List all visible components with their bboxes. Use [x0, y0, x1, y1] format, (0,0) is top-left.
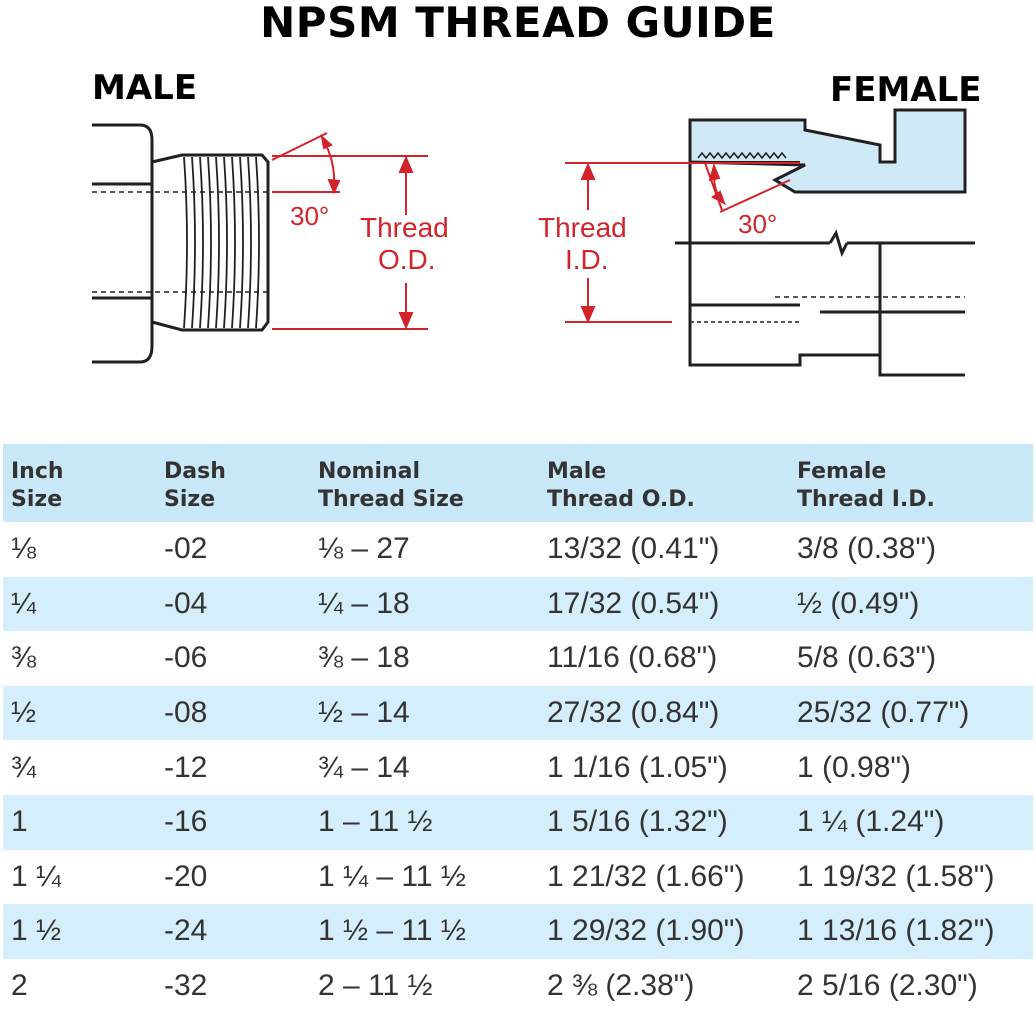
cell-inch-size: ⅜ [11, 641, 37, 675]
table-row [3, 904, 1033, 959]
header-nominal-thread-size: Nominal Thread Size [310, 444, 539, 522]
cell-inch-size: ½ [3, 686, 156, 741]
cell-male-thread-od: 27/32 (0.84") [539, 686, 789, 741]
table-row [3, 795, 1033, 850]
cell-dash-size: -04 [156, 577, 310, 632]
cell-nominal-thread-size: ¼ – 18 [310, 577, 539, 632]
male-dim-line2: O.D. [378, 244, 436, 275]
female-dim-line2: I.D. [565, 244, 609, 275]
table-row [3, 631, 1033, 686]
cell-male-thread-od: 1 21/32 (1.66") [547, 859, 745, 893]
cell-female-thread-id: 2 5/16 (2.30") [797, 969, 978, 1003]
cell-female-thread-id: 1 (0.98") [797, 750, 912, 784]
cell-dash-size: -24 [156, 904, 310, 959]
cell-inch-size: 1 ½ [3, 904, 156, 959]
header-male-thread-od: Male Thread O.D. [539, 444, 789, 522]
cell-dash-size: -32 [164, 969, 208, 1003]
female-fitting-drawing [675, 110, 975, 375]
cell-female-thread-id: 1 ¼ (1.24") [789, 795, 1033, 850]
header-female-thread-id: Female Thread I.D. [789, 444, 1033, 522]
cell-female-thread-id: 1 19/32 (1.58") [797, 859, 995, 893]
cell-inch-size: ⅛ [11, 532, 37, 566]
female-dim-line1: Thread [538, 212, 627, 243]
cell-dash-size: -08 [156, 686, 310, 741]
cell-inch-size: 2 [11, 969, 28, 1003]
cell-female-thread-id: ½ (0.49") [789, 577, 1033, 632]
male-dim-line1: Thread [360, 212, 449, 243]
cell-nominal-thread-size: ¾ – 14 [318, 750, 410, 784]
cell-dash-size: -02 [164, 532, 208, 566]
header-dash-size: Dash Size [156, 444, 310, 522]
table-row [3, 850, 1033, 905]
cell-nominal-thread-size: ½ – 14 [310, 686, 539, 741]
cell-nominal-thread-size: ⅜ – 18 [318, 641, 410, 675]
cell-nominal-thread-size: 2 – 11 ½ [318, 969, 433, 1003]
male-fitting-drawing [92, 125, 272, 362]
table-row [3, 522, 1033, 577]
cell-nominal-thread-size: 1 – 11 ½ [310, 795, 539, 850]
cell-male-thread-od: 17/32 (0.54") [539, 577, 789, 632]
cell-nominal-thread-size: 1 ¼ – 11 ½ [318, 859, 466, 893]
cell-inch-size: ¾ [11, 750, 37, 784]
cell-dash-size: -06 [164, 641, 208, 675]
table-header-row [3, 444, 1033, 522]
cell-female-thread-id: 1 13/16 (1.82") [789, 904, 1033, 959]
cell-male-thread-od: 2 ⅜ (2.38") [547, 969, 695, 1003]
table-row [3, 577, 1033, 632]
cell-inch-size: 1 ¼ [11, 859, 62, 893]
cell-dash-size: -16 [156, 795, 310, 850]
table-row [3, 686, 1033, 741]
cell-male-thread-od: 13/32 (0.41") [547, 532, 720, 566]
cell-female-thread-id: 25/32 (0.77") [789, 686, 1033, 741]
female-angle-label: 30° [738, 209, 778, 239]
male-label: MALE [92, 68, 198, 108]
cell-inch-size: ¼ [3, 577, 156, 632]
thread-diagram [0, 100, 1036, 390]
cell-inch-size: 1 [3, 795, 156, 850]
page-title: NPSM THREAD GUIDE [260, 0, 776, 47]
cell-dash-size: -20 [164, 859, 208, 893]
cell-dash-size: -12 [164, 750, 208, 784]
cell-nominal-thread-size: ⅛ – 27 [318, 532, 410, 566]
thread-size-table [3, 444, 1033, 1013]
cell-female-thread-id: 3/8 (0.38") [797, 532, 937, 566]
table-row [3, 959, 1033, 1013]
female-label: FEMALE [830, 70, 982, 110]
cell-male-thread-od: 1 5/16 (1.32") [539, 795, 789, 850]
cell-female-thread-id: 5/8 (0.63") [797, 641, 937, 675]
cell-male-thread-od: 1 29/32 (1.90") [539, 904, 789, 959]
male-angle-label: 30° [290, 201, 330, 231]
cell-male-thread-od: 1 1/16 (1.05") [547, 750, 728, 784]
cell-male-thread-od: 11/16 (0.68") [547, 641, 718, 675]
table-row [3, 740, 1033, 795]
cell-nominal-thread-size: 1 ½ – 11 ½ [310, 904, 539, 959]
header-inch-size: Inch Size [3, 444, 156, 522]
